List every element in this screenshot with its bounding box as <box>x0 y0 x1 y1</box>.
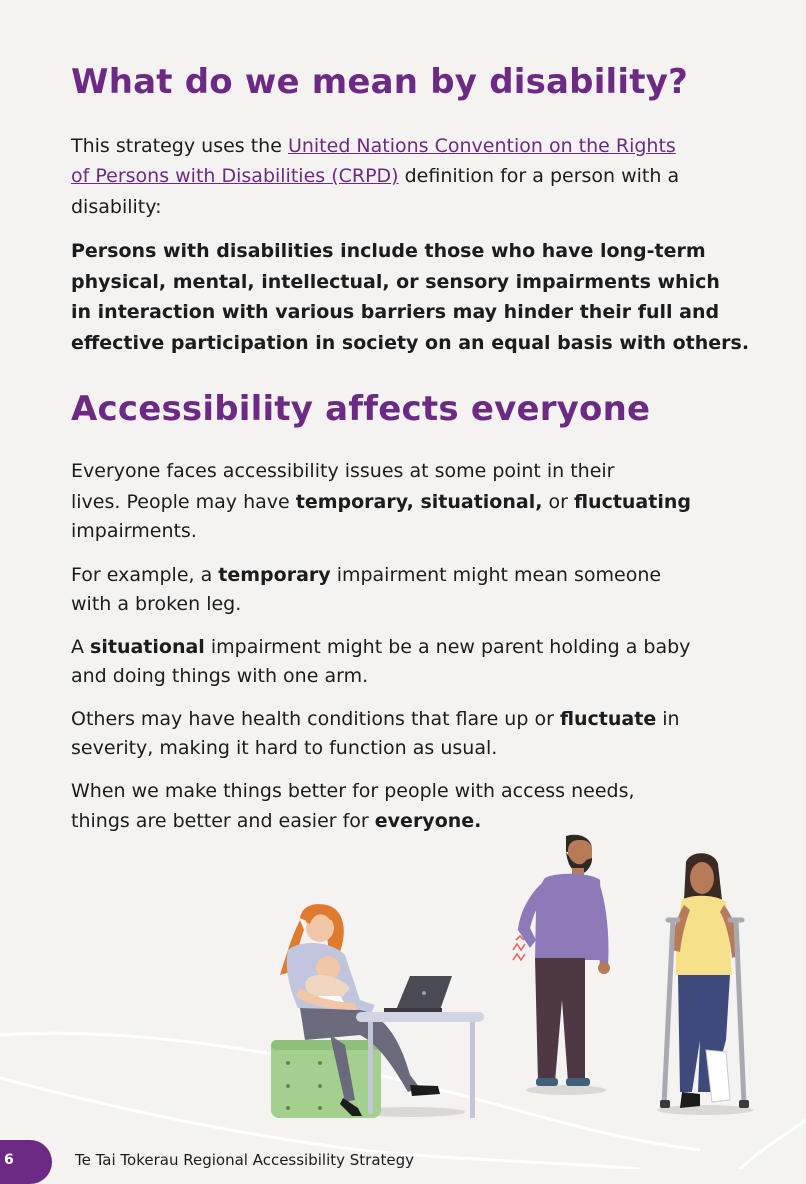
p1-bold-fluctuating: fluctuating <box>573 491 691 513</box>
p3-line-1 <box>71 632 690 662</box>
p4-text-c: in <box>656 708 680 730</box>
p1-text-a: lives. People may have <box>71 491 296 513</box>
p1-text-or: or <box>542 491 574 513</box>
crpd-link-part2[interactable]: of Persons with Disabilities (CRPD) <box>71 165 399 187</box>
woman-shadow <box>657 1105 753 1115</box>
intro-suffix: definition for a person with a <box>398 165 680 187</box>
crpd-link-part1[interactable]: United Nations Convention on the Rights <box>287 135 676 157</box>
footer-title: Te Tai Tokerau Regional Accessibility Strategy <box>75 1151 415 1169</box>
intro-line-1 <box>71 131 676 161</box>
p3-line-2: and doing things with one arm. <box>71 665 369 687</box>
definition-line-2: physical, mental, intellectual, or sensory impairments which <box>71 271 720 293</box>
background-curve-3 <box>740 1120 806 1169</box>
p4-line-2: severity, making it hard to function as usual. <box>71 737 498 759</box>
p3-text-c: impairment might be a new parent holding a baby <box>204 636 691 658</box>
p2-bold-temporary: temporary <box>218 564 331 586</box>
intro-line-3: disability: <box>71 196 162 218</box>
heading-disability: What do we mean by disability? <box>71 62 689 102</box>
p2-line-1 <box>71 560 661 590</box>
p5-bold-everyone: everyone. <box>374 810 482 832</box>
p1-bold-temporary-situational: temporary, situational, <box>295 491 543 513</box>
man-shadow <box>526 1085 606 1095</box>
p2-text-c: impairment might mean someone <box>330 564 662 586</box>
p3-text-a: A <box>71 636 91 658</box>
intro-line-2 <box>71 161 679 191</box>
p4-text-a: Others may have health conditions that flare up or <box>71 708 560 730</box>
definition-line-4: effective participation in society on an equal basis with others. <box>71 332 750 354</box>
p4-bold-fluctuate: fluctuate <box>559 708 657 730</box>
p2-text-a: For example, a <box>71 564 219 586</box>
leg-cast-icon <box>706 1050 730 1102</box>
p1-line-2 <box>71 487 691 517</box>
definition-line-1: Persons with disabilities include those who have long-term <box>71 240 706 262</box>
p5-text-a: things are better and easier for <box>71 810 375 832</box>
definition-line-3: in interaction with various barriers may hinder their full and <box>71 301 720 323</box>
intro-prefix: This strategy uses the <box>71 135 288 157</box>
pain-marks-icon <box>513 944 525 950</box>
people-illustration <box>0 820 806 1169</box>
man-figure <box>513 835 610 1086</box>
p3-bold-situational: situational <box>90 636 205 658</box>
p1-line-3: impairments. <box>71 520 197 542</box>
woman-with-crutches-figure <box>660 853 749 1108</box>
page-number: 6 <box>4 1152 14 1168</box>
p5-line-1: When we make things better for people with access needs, <box>71 780 635 802</box>
p4-line-1 <box>71 704 680 734</box>
p2-line-2: with a broken leg. <box>71 593 242 615</box>
heading-accessibility: Accessibility affects everyone <box>71 389 651 429</box>
p1-line-1: Everyone faces accessibility issues at some point in their <box>71 460 615 482</box>
